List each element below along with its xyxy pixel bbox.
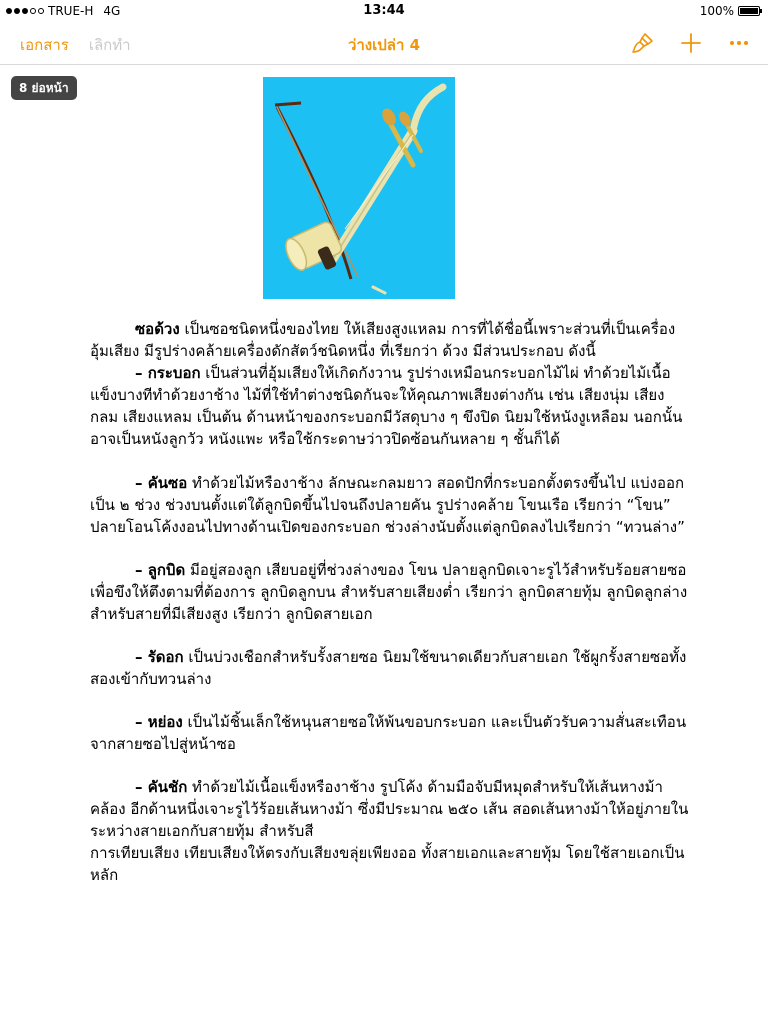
more-icon[interactable] <box>726 30 752 56</box>
item-text: เป็นไม้ชิ้นเล็กใช้หนุนสายซอให้พ้นขอบกระบอก และเป็นตัวรับความสั่นสะเทือนจากสายซอไปสู่หน้าซอ <box>90 713 687 753</box>
paragraph-intro <box>90 318 690 450</box>
documents-back-button[interactable]: เอกสาร <box>20 36 69 54</box>
instrument-head <box>413 87 443 131</box>
sub-text: เป็นส่วนที่อุ้มเสียงให้เกิดกังวาน รูปร่างเหมือนกระบอกไม้ไผ่ ทำด้วยไม้เนื้อแข็งบางทีทำด้วยงาช้าง ไม้ที่ใช้ทำต่างชนิดกันจะให้คุณภาพเสียงต่างกัน เช่น เสียงนุ่ม เสียงกลม เสียงแหลม เป็นต้น ด้านหน้าของกระบอกมีวัสดุบาง ๆ ขึงปิด นิยมใช้หนังงูเหลือม นอกนั้นอาจเป็นหนังลูกวัว หนังแพะ หรือใช้กระดาษว่าวปิดซ้อนกันหลาย ๆ ชั้นก็ได้ <box>90 364 683 448</box>
sub-lead: – กระบอก <box>135 364 201 382</box>
bow-tip <box>275 103 301 105</box>
nav-right <box>630 30 752 56</box>
neck-shade <box>333 131 413 259</box>
item-text: ทำด้วยไม้เนื้อแข็งหรืองาช้าง รูปโค้ง ด้ามมือจับมีหมุดสำหรับให้เส้นหางม้าคล้อง อีกด้านหนึ่งเจาะรูไว้ร้อยเส้นหางม้า ซึ่งมีประมาณ ๒๕๐ เส้น สอดเส้นหางม้าให้อยู่ภายในระหว่างสายเอกกับสายทุ้ม สำหรับสี การเทียบเสียง เทียบเสียงให้ตรงกับเสียงขลุ่ยเพียงออ ทั้งสายเอกและสายทุ้ม โดยใช้สายเอกเป็นหลัก <box>90 778 689 884</box>
item-text: มีอยู่สองลูก เสียบอยู่ที่ช่วงล่างของ โขน ปลายลูกบิดเจาะรูไว้สำหรับร้อยสายซอ เพื่อขึงให้ตึงตามที่ต้องการ ลูกบิดลูกบน สำหรับสายเสียงต่ำ เรียกว่า ลูกบิดสายทุ้ม ลูกบิดลูกล่าง สำหรับสายที่มีเสียงสูง เรียกว่า ลูกบิดสายเอก <box>90 561 688 623</box>
document-title[interactable]: ว่างเปล่า 4 <box>347 36 421 54</box>
paragraph-neck <box>90 472 690 538</box>
paragraph-bow <box>90 776 690 886</box>
clock: 13:44 <box>363 3 405 18</box>
so-duang-image[interactable] <box>263 77 455 299</box>
status-right <box>700 4 760 18</box>
intro-text: เป็นซอชนิดหนึ่งของไทย ให้เสียงสูงแหลม การที่ได้ชื่อนี้เพราะส่วนที่เป็นเครื่องอุ้มเสียง มีรูปร่างคล้ายเครื่องดักสัตว์ชนิดหนึ่ง ที่เรียกว่า ด้วง มีส่วนประกอบ ดังนี้ <box>90 320 676 360</box>
intro-lead: ซอด้วง <box>135 320 180 338</box>
battery-fill <box>740 8 758 14</box>
document-body[interactable] <box>90 318 690 907</box>
carrier-label: TRUE-H <box>48 4 94 18</box>
paragraph-count-badge: 8 ย่อหน้า <box>11 76 77 100</box>
paintbrush-icon[interactable] <box>630 30 656 56</box>
item-lead: – ลูกบิด <box>135 561 186 579</box>
item-text: เป็นบ่วงเชือกสำหรับรั้งสายซอ นิยมใช้ขนาดเดียวกับสายเอก ใช้ผูกรั้งสายซอทั้งสองเข้ากับทวนล่าง <box>90 648 687 688</box>
paragraph-rad-ok <box>90 646 690 690</box>
item-text: ทำด้วยไม้หรืองาช้าง ลักษณะกลมยาว สอดปักที่กระบอกตั้งตรงขึ้นไป แบ่งออกเป็น ๒ ช่วง ช่วงบนตั้งแต่ใต้ลูกบิดขึ้นไปจนถึงปลายคัน รูปร่างคล้าย โขนเรือ เรียกว่า “โขน” ปลายโอนโค้งงอนไปทางด้านเปิดของกระบอก ช่วงล่างนับตั้งแต่ลูกบิดลงไปเรียกว่า “ทวนล่าง” <box>90 474 685 536</box>
item-lead: – หย่อง <box>135 713 183 731</box>
bottom-spike <box>373 287 385 293</box>
undo-button[interactable]: เลิกทำ <box>88 36 131 54</box>
upper-peg-head <box>379 106 398 128</box>
network-label: 4G <box>103 4 121 18</box>
item-lead: – รัดอก <box>135 648 184 666</box>
navigation-bar <box>0 22 768 65</box>
plus-icon[interactable] <box>678 30 704 56</box>
item-lead: – คันซอ <box>135 474 188 492</box>
battery-percent: 100% <box>699 4 734 18</box>
paragraph-bridge <box>90 711 690 755</box>
strings <box>345 135 413 229</box>
item-lead: – คันชัก <box>135 778 188 796</box>
paragraph-pegs <box>90 559 690 625</box>
status-bar <box>0 0 768 22</box>
so-duang-illustration <box>263 77 455 299</box>
battery-icon <box>738 6 760 16</box>
